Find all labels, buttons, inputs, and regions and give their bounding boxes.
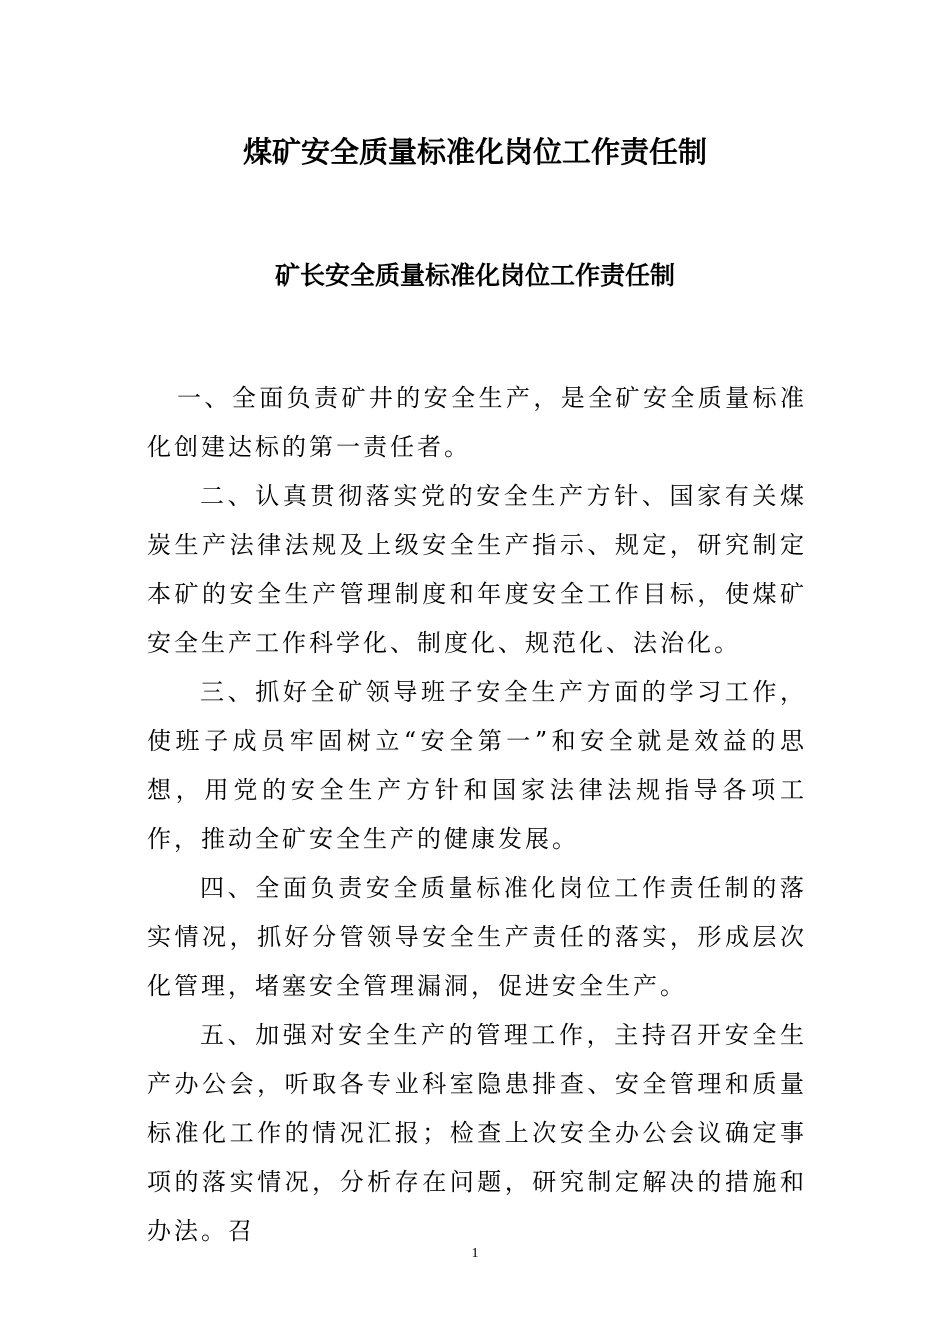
section-title: 矿长安全质量标准化岗位工作责任制 bbox=[274, 261, 675, 290]
paragraph-5: 五、加强对安全生产的管理工作，主持召开安全生产办公会，听取各专业科室隐患排查、安全管理和质量标准化工作的情况汇报；检查上次安全办公会议确定事项的落实情况，分析存在问题，研究制定解决的措施和办法。召 bbox=[147, 1021, 807, 1245]
paragraph-1: 一、全面负责矿井的安全生产，是全矿安全质量标准化创建达标的第一责任者。 bbox=[147, 384, 807, 461]
document-body bbox=[147, 374, 807, 1256]
paragraph-3: 三、抓好全矿领导班子安全生产方面的学习工作，使班子成员牢固树立“安全第一”和安全就是效益的思想，用党的安全生产方针和国家法律法规指导各项工作，推动全矿安全生产的健康发展。 bbox=[147, 678, 807, 853]
document-title: 煤矿安全质量标准化岗位工作责任制 bbox=[242, 135, 707, 169]
page-number: 1 bbox=[471, 1246, 479, 1261]
paragraph-2: 二、认真贯彻落实党的安全生产方针、国家有关煤炭生产法律法规及上级安全生产指示、规定，研究制定本矿的安全生产管理制度和年度安全工作目标，使煤矿安全生产工作科学化、制度化、规范化、法治化。 bbox=[147, 482, 807, 657]
paragraph-4: 四、全面负责安全质量标准化岗位工作责任制的落实情况，抓好分管领导安全生产责任的落实，形成层次化管理，堵塞安全管理漏洞，促进安全生产。 bbox=[147, 874, 807, 1000]
